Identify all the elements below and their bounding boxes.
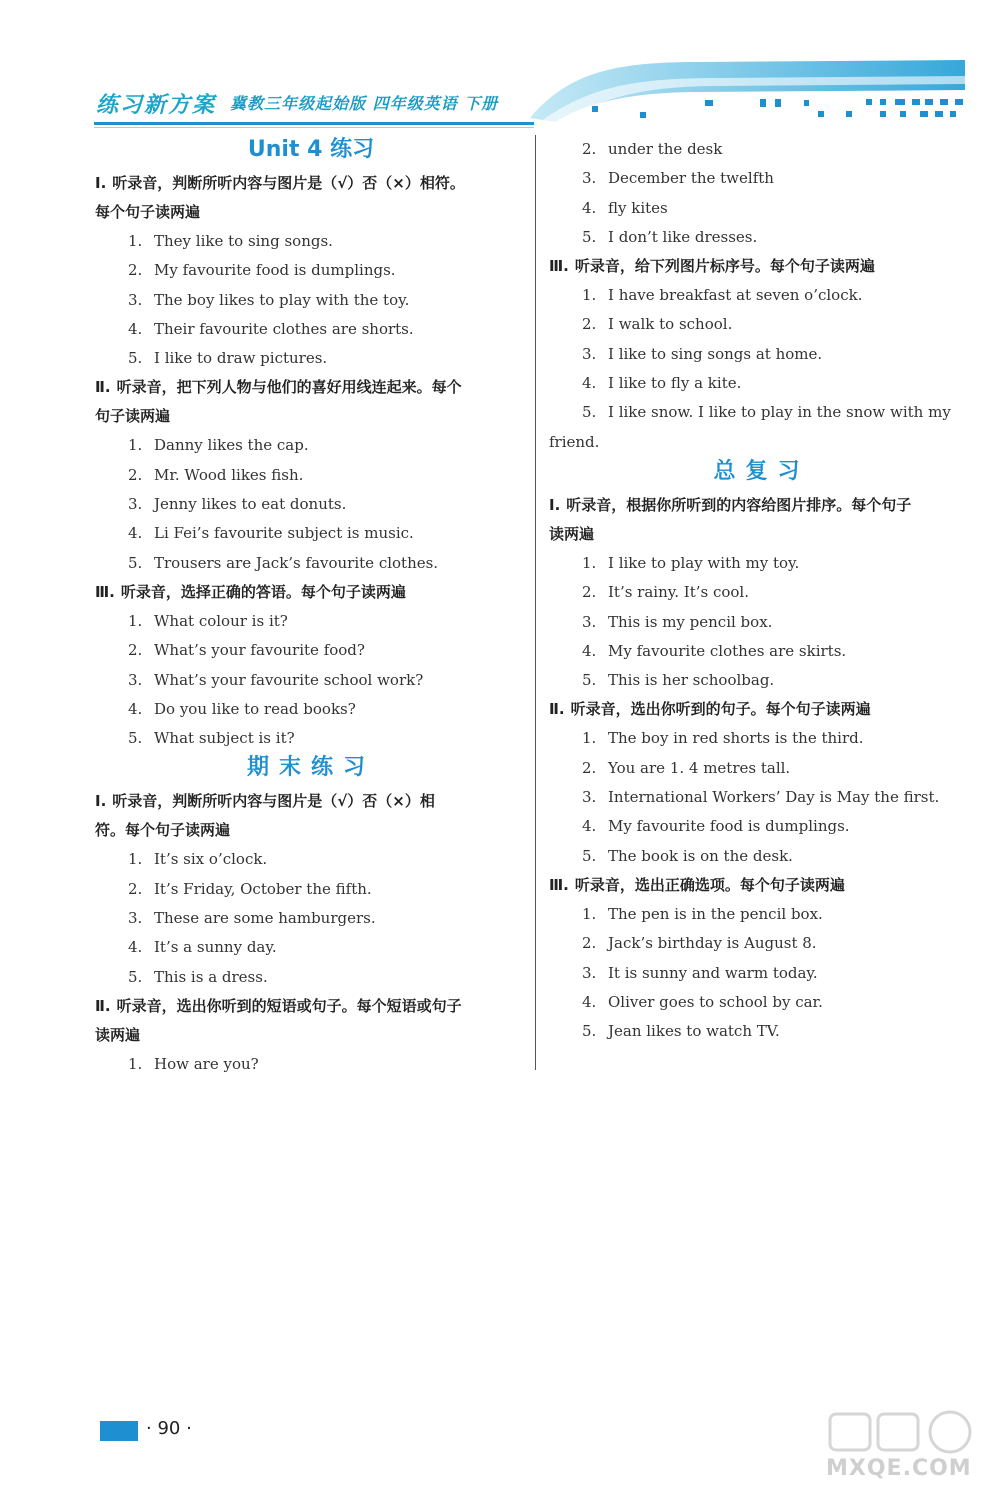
- question-heading: [549, 252, 974, 281]
- question-number: Ⅲ.: [549, 257, 569, 276]
- list-item: [549, 666, 974, 695]
- list-item: [549, 900, 974, 929]
- item-text: The boy likes to play with the toy.: [154, 290, 410, 309]
- item-text: I don’t like dresses.: [608, 227, 758, 246]
- item-number: 5.: [582, 227, 597, 246]
- item-text: International Workers’ Day is May the first.: [608, 788, 940, 807]
- question-heading: [95, 992, 527, 1021]
- item-number: 1.: [582, 286, 597, 305]
- question-instruction: 听录音，给下列图片标序号。每个句子读两遍: [574, 257, 875, 276]
- left-column: [95, 135, 527, 1079]
- question-heading: [549, 871, 974, 900]
- question-number: Ⅲ.: [549, 875, 569, 894]
- item-number: 2.: [128, 641, 143, 660]
- item-text-continuation: friend.: [549, 432, 600, 451]
- item-number: 1.: [128, 611, 143, 630]
- list-item: [95, 315, 527, 344]
- item-number: 3.: [128, 670, 143, 689]
- item-text: They like to sing songs.: [154, 232, 333, 250]
- item-text: Oliver goes to school by car.: [608, 992, 823, 1011]
- list-item: [549, 988, 974, 1017]
- item-text: What subject is it?: [154, 729, 295, 748]
- list-item: [95, 636, 527, 665]
- list-item: [95, 431, 527, 460]
- list-item: [95, 256, 527, 285]
- item-number: 2.: [128, 261, 143, 280]
- item-text: Jenny likes to eat donuts.: [154, 495, 347, 514]
- item-number: 3.: [582, 612, 597, 631]
- column-divider: [535, 135, 536, 1070]
- item-text: under the desk: [608, 140, 723, 158]
- item-number: 2.: [582, 934, 597, 953]
- item-text: The pen is in the pencil box.: [608, 904, 823, 923]
- item-text: I like snow. I like to play in the snow with my: [608, 403, 951, 422]
- item-number: 3.: [582, 963, 597, 982]
- page-number-bar: [100, 1421, 138, 1441]
- list-item: [549, 929, 974, 958]
- question-heading-cont: 每个句子读两遍: [95, 203, 201, 221]
- list-item: [95, 607, 527, 636]
- item-number: 1.: [582, 553, 597, 572]
- question-number: Ⅱ.: [95, 996, 111, 1015]
- item-text: I walk to school.: [608, 315, 733, 334]
- item-number: 3.: [128, 290, 143, 309]
- item-text: I like to fly a kite.: [608, 374, 742, 393]
- item-text: December the twelfth: [608, 169, 774, 188]
- section-title-review: 总复习: [713, 458, 810, 484]
- list-item: [95, 461, 527, 490]
- item-text: Jack’s birthday is August 8.: [608, 934, 817, 953]
- item-number: 2.: [582, 583, 597, 602]
- question-number: Ⅱ.: [95, 378, 111, 397]
- item-text: Their favourite clothes are shorts.: [154, 319, 414, 338]
- item-text: Trousers are Jack’s favourite clothes.: [154, 553, 439, 572]
- list-item: [549, 783, 974, 812]
- item-number: 4.: [128, 524, 143, 543]
- item-text: What’s your favourite food?: [154, 641, 365, 660]
- question-instruction: 听录音，选出你听到的短语或句子。每个短语或句子: [116, 996, 462, 1015]
- item-number: 4.: [582, 817, 597, 836]
- item-number: 3.: [128, 495, 143, 514]
- item-text: What’s your favourite school work?: [154, 670, 424, 689]
- list-item: [95, 845, 527, 874]
- page-header: [0, 0, 1000, 135]
- list-item: [95, 666, 527, 695]
- list-item: [549, 549, 974, 578]
- question-instruction: 听录音，判断所听内容与图片是（√）否（×）相符。: [112, 174, 465, 192]
- item-text: What colour is it?: [154, 611, 288, 630]
- question-instruction: 听录音，选出正确选项。每个句子读两遍: [574, 875, 845, 894]
- item-number: 5.: [582, 1022, 597, 1041]
- list-item: [95, 933, 527, 962]
- item-text: Do you like to read books?: [154, 699, 356, 718]
- list-item: [549, 637, 974, 666]
- list-item: [95, 724, 527, 753]
- item-number: 4.: [128, 938, 143, 957]
- item-number: 5.: [128, 553, 143, 572]
- item-number: 1.: [128, 1054, 143, 1073]
- item-number: 2.: [128, 879, 143, 898]
- item-number: 4.: [582, 641, 597, 660]
- page-number: · 90 ·: [146, 1418, 192, 1439]
- question-heading-cont: 读两遍: [549, 524, 595, 543]
- book-subtitle: 冀教三年级起始版 四年级英语 下册: [230, 94, 499, 113]
- item-text: You are 1. 4 metres tall.: [608, 758, 791, 777]
- list-item: [95, 1050, 527, 1079]
- question-instruction: 听录音，根据你所听到的内容给图片排序。每个句子: [566, 495, 912, 514]
- item-number: 5.: [582, 403, 597, 422]
- list-item: [549, 842, 974, 871]
- item-text: These are some hamburgers.: [154, 909, 376, 928]
- question-instruction: 听录音，把下列人物与他们的喜好用线连起来。每个: [116, 378, 462, 397]
- item-number: 2.: [582, 315, 597, 334]
- list-item: [549, 135, 974, 164]
- item-number: 4.: [128, 319, 143, 338]
- item-number: 5.: [128, 967, 143, 986]
- section-title-unit4: Unit 4 练习: [247, 137, 375, 162]
- list-item: [549, 959, 974, 988]
- item-text: I like to draw pictures.: [154, 349, 328, 368]
- item-number: 1.: [128, 850, 143, 869]
- item-number: 4.: [128, 699, 143, 718]
- item-number: 5.: [128, 349, 143, 368]
- list-item: [95, 519, 527, 548]
- question-heading: [549, 695, 974, 724]
- list-item: [549, 578, 974, 607]
- item-number: 5.: [128, 729, 143, 748]
- item-number: 3.: [582, 169, 597, 188]
- list-item: [549, 310, 974, 339]
- item-text: I like to sing songs at home.: [608, 344, 823, 363]
- item-number: 1.: [582, 904, 597, 923]
- list-item: [95, 904, 527, 933]
- item-number: 1.: [582, 729, 597, 748]
- item-text: The book is on the desk.: [608, 846, 793, 865]
- item-text: Li Fei’s favourite subject is music.: [154, 524, 414, 543]
- list-item: [95, 875, 527, 904]
- item-number: 4.: [582, 374, 597, 393]
- question-instruction: 听录音，选出你听到的句子。每个句子读两遍: [570, 700, 871, 719]
- list-item: [549, 812, 974, 841]
- question-heading: [95, 373, 527, 402]
- list-item: [549, 608, 974, 637]
- question-heading-cont: 读两遍: [95, 1025, 141, 1044]
- list-item: [549, 369, 974, 398]
- item-text: How are you?: [154, 1054, 259, 1073]
- question-number: Ⅰ.: [549, 495, 561, 514]
- item-text: This is a dress.: [154, 967, 268, 986]
- list-item: [95, 344, 527, 373]
- list-item: [549, 724, 974, 753]
- question-heading: [95, 787, 527, 816]
- item-number: 2.: [582, 140, 597, 158]
- list-item: [95, 963, 527, 992]
- item-text: It’s rainy. It’s cool.: [608, 583, 749, 602]
- item-number: 2.: [582, 758, 597, 777]
- question-number: Ⅱ.: [549, 700, 565, 719]
- list-item: [95, 695, 527, 724]
- item-number: 3.: [582, 344, 597, 363]
- item-text: Mr. Wood likes fish.: [154, 465, 304, 484]
- item-number: 5.: [582, 846, 597, 865]
- item-number: 1.: [128, 232, 143, 250]
- question-heading: [95, 169, 527, 198]
- item-number: 3.: [582, 788, 597, 807]
- list-item: [549, 164, 974, 193]
- item-text: My favourite food is dumplings.: [608, 817, 850, 836]
- item-text: It is sunny and warm today.: [608, 963, 818, 982]
- list-item: [549, 754, 974, 783]
- question-heading: [95, 578, 527, 607]
- list-item: [549, 340, 974, 369]
- list-item: [549, 398, 974, 427]
- right-column: [549, 135, 974, 1046]
- question-number: Ⅰ.: [95, 174, 107, 192]
- section-title-final: 期末练习: [246, 755, 375, 781]
- item-text: Danny likes the cap.: [154, 436, 309, 455]
- item-text: I like to play with my toy.: [608, 553, 800, 572]
- book-brand: 练习新方案: [96, 93, 217, 118]
- list-item: [95, 549, 527, 578]
- item-text: It’s Friday, October the fifth.: [154, 879, 372, 898]
- question-heading-cont: 符。每个句子读两遍: [95, 821, 231, 840]
- list-item: [549, 194, 974, 223]
- list-item: [549, 1017, 974, 1046]
- list-item: [549, 223, 974, 252]
- item-number: 5.: [582, 671, 597, 690]
- item-number: 4.: [582, 198, 597, 217]
- item-text: I have breakfast at seven o’clock.: [608, 286, 863, 305]
- watermark-text: MXQE.COM: [826, 1456, 972, 1481]
- item-text: This is her schoolbag.: [608, 671, 775, 690]
- item-number: 1.: [128, 436, 143, 455]
- item-text: My favourite clothes are skirts.: [608, 641, 847, 660]
- item-text: fly kites: [608, 198, 668, 217]
- item-text: My favourite food is dumplings.: [154, 261, 396, 280]
- list-item: [549, 281, 974, 310]
- item-text: It’s a sunny day.: [154, 938, 277, 957]
- list-item: [95, 490, 527, 519]
- item-text: Jean likes to watch TV.: [608, 1022, 780, 1041]
- question-instruction: 听录音，判断所听内容与图片是（√）否（×）相: [112, 792, 435, 811]
- list-item: [95, 286, 527, 315]
- question-heading: [549, 491, 974, 520]
- item-number: 4.: [582, 992, 597, 1011]
- item-number: 2.: [128, 465, 143, 484]
- item-text: The boy in red shorts is the third.: [608, 729, 864, 748]
- item-number: 3.: [128, 909, 143, 928]
- item-text: It’s six o’clock.: [154, 850, 268, 869]
- question-instruction: 听录音，选择正确的答语。每个句子读两遍: [120, 582, 406, 601]
- question-heading-cont: 句子读两遍: [95, 407, 171, 426]
- question-number: Ⅰ.: [95, 792, 107, 811]
- question-number: Ⅲ.: [95, 582, 115, 601]
- list-item: [95, 227, 527, 256]
- item-text: This is my pencil box.: [608, 612, 773, 631]
